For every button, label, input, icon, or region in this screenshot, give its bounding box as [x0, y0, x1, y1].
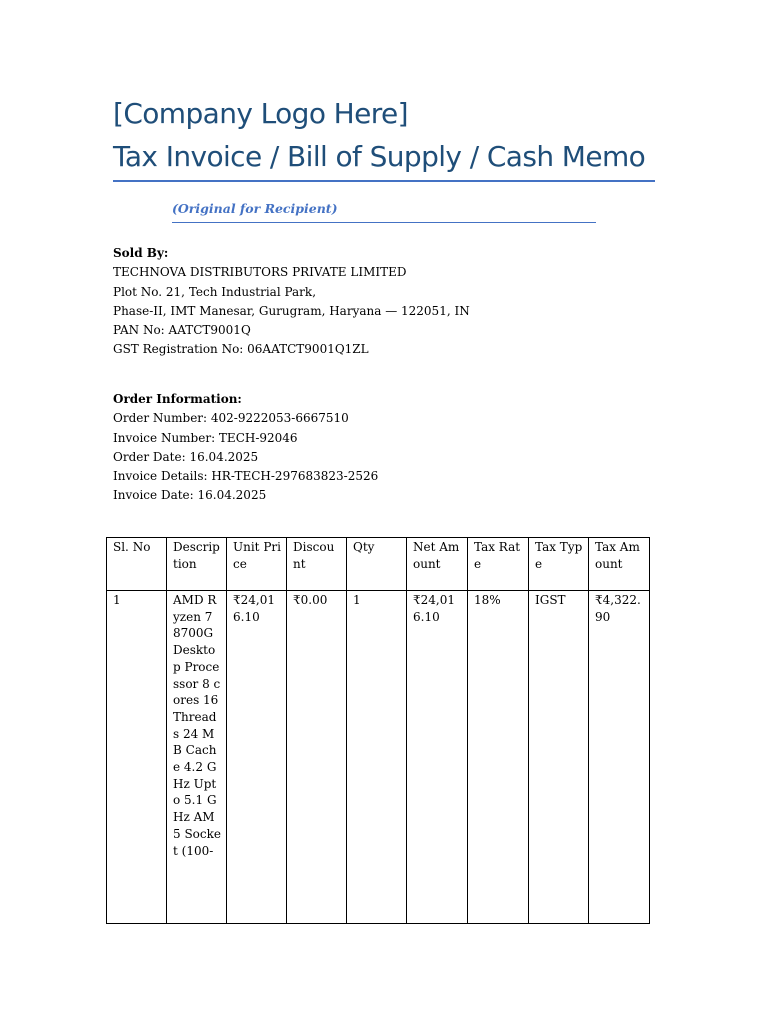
col-header-qty: Qty — [347, 538, 407, 591]
subtitle-underline — [172, 222, 596, 223]
order-date: Order Date: 16.04.2025 — [113, 449, 259, 464]
invoice-heading — [113, 92, 673, 178]
cell-net-amount: ₹24,016.10 — [407, 591, 468, 924]
table-header-row — [107, 538, 650, 591]
order-info-label: Order Information: — [113, 392, 242, 406]
col-header-discount: Discount — [287, 538, 347, 591]
cell-sl-no: 1 — [107, 591, 167, 924]
col-header-description: Description — [167, 538, 227, 591]
seller-company-name: TECHNOVA DISTRIBUTORS PRIVATE LIMITED — [113, 265, 407, 280]
invoice-title: Tax Invoice / Bill of Supply / Cash Memo — [113, 140, 646, 173]
seller-gst: GST Registration No: 06AATCT9001Q1ZL — [113, 342, 369, 357]
sold-by-section — [113, 244, 470, 360]
col-header-sl-no: Sl. No — [107, 538, 167, 591]
items-table — [106, 537, 650, 924]
seller-address-line2: Phase-II, IMT Manesar, Gurugram, Haryana — 122051, IN — [113, 303, 470, 318]
title-underline — [113, 180, 655, 182]
cell-discount: ₹0.00 — [287, 591, 347, 924]
cell-tax-rate: 18% — [468, 591, 529, 924]
col-header-tax-rate: Tax Rate — [468, 538, 529, 591]
cell-tax-amount: ₹4,322.90 — [589, 591, 650, 924]
invoice-subtitle: (Original for Recipient) — [172, 201, 338, 216]
seller-pan: PAN No: AATCT9001Q — [113, 323, 251, 338]
order-number: Order Number: 402-9222053-6667510 — [113, 411, 349, 426]
col-header-tax-amount: Tax Amount — [589, 538, 650, 591]
col-header-tax-type: Tax Type — [529, 538, 589, 591]
cell-description: AMD Ryzen 7 8700G Desktop Processor 8 cores 16 Threads 24 MB Cache 4.2 GHz Upto 5.1 GHz AM5 Socket (100- — [167, 591, 227, 924]
sold-by-label: Sold By: — [113, 246, 169, 260]
seller-address-line1: Plot No. 21, Tech Industrial Park, — [113, 284, 317, 299]
invoice-details: Invoice Details: HR-TECH-297683823-2526 — [113, 469, 379, 484]
col-header-net-amount: Net Amount — [407, 538, 468, 591]
table-row — [107, 591, 650, 924]
col-header-unit-price: Unit Price — [227, 538, 287, 591]
cell-qty: 1 — [347, 591, 407, 924]
order-info-section — [113, 390, 378, 506]
invoice-number: Invoice Number: TECH-92046 — [113, 430, 298, 445]
invoice-date: Invoice Date: 16.04.2025 — [113, 488, 267, 503]
cell-tax-type: IGST — [529, 591, 589, 924]
cell-unit-price: ₹24,016.10 — [227, 591, 287, 924]
company-logo-placeholder: [Company Logo Here] — [113, 97, 409, 130]
